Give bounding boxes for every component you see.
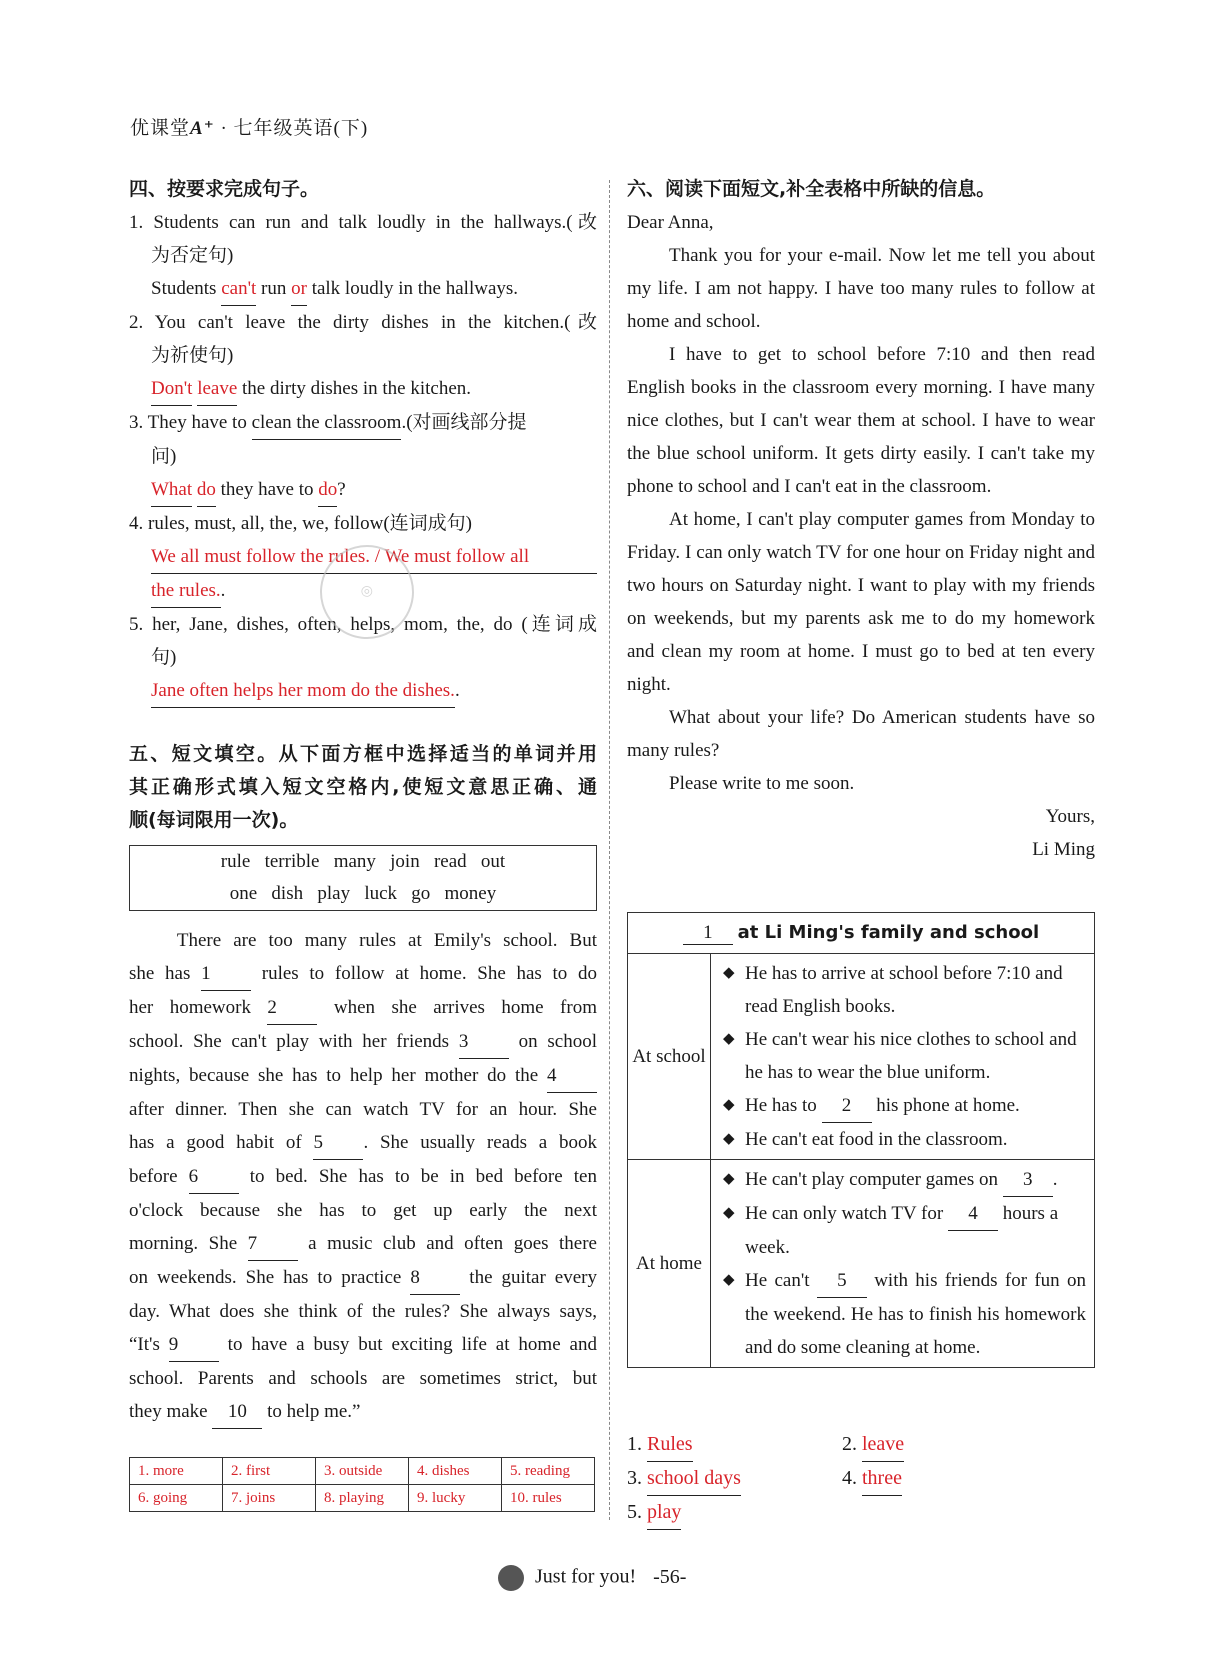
passage-line: “It's 9 to have a busy but exciting life at home and <box>129 1328 597 1362</box>
answer-cell: 9. lucky <box>409 1485 502 1512</box>
section-6-answers <box>627 1428 1095 1530</box>
letter-paragraph: Please write to me soon. <box>669 773 855 794</box>
answer-cell: 3. outside <box>316 1458 409 1485</box>
letter-paragraph: At home, I can't play computer games from Monday to Friday. I can only watch TV for one hour on Friday night and two hours on Saturday night. I want to play with my friends on weekends, but my parents ask me to do my homework and clean my room at home. I must go to bed at ten every night. <box>627 509 1095 695</box>
answer-row: 5. play <box>627 1496 1095 1530</box>
passage-line: after dinner. Then she can watch TV for an hour. She <box>129 1099 597 1120</box>
q4-stem: 4. rules, must, all, the, we, follow(连词成句) <box>129 513 473 534</box>
q2-stem: 2. You can't leave the dirty dishes in the kitchen.(改 <box>129 312 597 333</box>
q2-answer: Don't leave the dirty dishes in the kitchen. <box>129 372 597 406</box>
q4-answer: We all must follow the rules. / We must follow all the rules.. <box>129 540 597 608</box>
home-item: ◆ He can't play computer games on 3 . <box>715 1163 1086 1197</box>
footer: Just for you! -56- <box>498 1565 686 1591</box>
passage-line: nights, because she has to help her mother do the 4 <box>129 1059 597 1093</box>
school-item: ◆ He can't wear his nice clothes to school and he has to wear the blue uniform. <box>715 1023 1086 1089</box>
letter-greeting: Dear Anna, <box>627 212 714 233</box>
cloze-blank: 2 <box>267 991 317 1025</box>
passage-line: before 6 to bed. She has to be in bed before ten <box>129 1160 597 1194</box>
section-4-title: 四、按要求完成句子。 <box>129 178 320 200</box>
passage-line: school. She can't play with her friends 3 on school <box>129 1025 597 1059</box>
cloze-blank: 10 <box>212 1395 262 1429</box>
cloze-blank: 9 <box>169 1328 219 1362</box>
running-header: 优课堂A⁺ · 七年级英语(下) <box>130 118 369 139</box>
letter-paragraph: What about your life? Do American students have so many rules? <box>627 707 1095 761</box>
logo-icon <box>498 1565 524 1591</box>
letter-signature: Li Ming <box>1032 839 1095 860</box>
q3-stem: 3. They have to clean the classroom.(对画线部分提 <box>129 406 597 440</box>
answer-row: 3. school days 4. three <box>627 1462 1095 1496</box>
q5-stem2: 句) <box>151 647 177 668</box>
passage-line: they make 10 to help me.” <box>129 1395 597 1429</box>
school-item: ◆ He can't eat food in the classroom. <box>715 1123 1086 1156</box>
q1-stem: 1. Students can run and talk loudly in the hallways.(改 <box>129 212 597 233</box>
watermark-stamp: ◎ <box>309 534 424 649</box>
letter-closing: Yours, <box>1045 806 1095 827</box>
info-table <box>627 912 1095 1368</box>
section-5-answer-table <box>129 1457 595 1512</box>
home-item: ◆ He can only watch TV for 4 hours a week. <box>715 1197 1086 1264</box>
answer-row: 1. Rules 2. leave <box>627 1428 1095 1462</box>
cloze-blank: 6 <box>189 1160 239 1194</box>
section-6 <box>627 173 1095 866</box>
passage-line: on weekends. She has to practice 8 the guitar every <box>129 1261 597 1295</box>
answer-cell: 7. joins <box>223 1485 316 1512</box>
cloze-blank: 4 <box>547 1059 597 1093</box>
cloze-passage <box>129 924 597 1429</box>
q1-answer: Students can't run or talk loudly in the hallways. <box>129 272 597 306</box>
cloze-blank: 1 <box>201 957 251 991</box>
passage-line: There are too many rules at Emily's school. But <box>129 930 597 951</box>
school-item: ◆ He has to arrive at school before 7:10 and read English books. <box>715 957 1086 1023</box>
answer-cell: 8. playing <box>316 1485 409 1512</box>
cloze-blank: 7 <box>248 1227 298 1261</box>
home-items <box>711 1160 1095 1368</box>
table-header: 1 at Li Ming's family and school <box>628 913 1095 954</box>
column-divider <box>609 180 610 1520</box>
answer-cell: 10. rules <box>502 1485 595 1512</box>
q5-stem: 5. her, Jane, dishes, often, helps, mom, the, do (连词成 <box>129 614 597 635</box>
answer-cell: 5. reading <box>502 1458 595 1485</box>
q2-stem2: 为祈使句) <box>151 345 234 366</box>
page-number: -56- <box>653 1565 687 1588</box>
q5-answer: Jane often helps her mom do the dishes.. <box>129 674 597 708</box>
word-box: rule terrible many join read out one dish play luck go money <box>129 845 597 911</box>
q3-stem2: 问) <box>151 446 177 467</box>
cloze-blank: 3 <box>459 1025 509 1059</box>
answer-cell: 4. dishes <box>409 1458 502 1485</box>
section-6-title: 六、阅读下面短文,补全表格中所缺的信息。 <box>627 178 996 200</box>
cloze-blank: 8 <box>410 1261 460 1295</box>
cloze-blank: 5 <box>313 1126 363 1160</box>
passage-line: o'clock because she has to get up early the next <box>129 1200 597 1221</box>
answer-cell: 2. first <box>223 1458 316 1485</box>
answer-cell: 1. more <box>130 1458 223 1485</box>
row-label-home: At home <box>628 1160 711 1368</box>
home-item: ◆ He can't 5 with his friends for fun on the weekend. He has to finish his homework and do some cleaning at home. <box>715 1264 1086 1364</box>
passage-line: day. What does she think of the rules? She always says, <box>129 1301 597 1322</box>
q3-answer: What do they have to do? <box>129 473 597 507</box>
passage-line: she has 1 rules to follow at home. She has to do <box>129 957 597 991</box>
letter-paragraph: Thank you for your e-mail. Now let me tell you about my life. I am not happy. I have too many rules to follow at home and school. <box>627 245 1095 332</box>
letter-paragraph: I have to get to school before 7:10 and then read English books in the classroom every morning. I have many nice clothes, but I can't wear them at school. I have to wear the blue school uniform. It gets dirty easily. I can't take my phone to school and I can't eat in the classroom. <box>627 344 1095 497</box>
q1-stem2: 为否定句) <box>151 245 234 266</box>
row-label-school: At school <box>628 954 711 1160</box>
section-5-title: 五、短文填空。从下面方框中选择适当的单词并用 其正确形式填入短文空格内,使短文意思正确、通 顺(每词限用一次)。 <box>129 743 597 831</box>
school-items <box>711 954 1095 1160</box>
passage-line: has a good habit of 5 . She usually reads a book <box>129 1126 597 1160</box>
passage-line: her homework 2 when she arrives home from <box>129 991 597 1025</box>
passage-line: morning. She 7 a music club and often goes there <box>129 1227 597 1261</box>
passage-line: school. Parents and schools are sometimes strict, but <box>129 1368 597 1389</box>
answer-cell: 6. going <box>130 1485 223 1512</box>
school-item: ◆ He has to 2 his phone at home. <box>715 1089 1086 1123</box>
